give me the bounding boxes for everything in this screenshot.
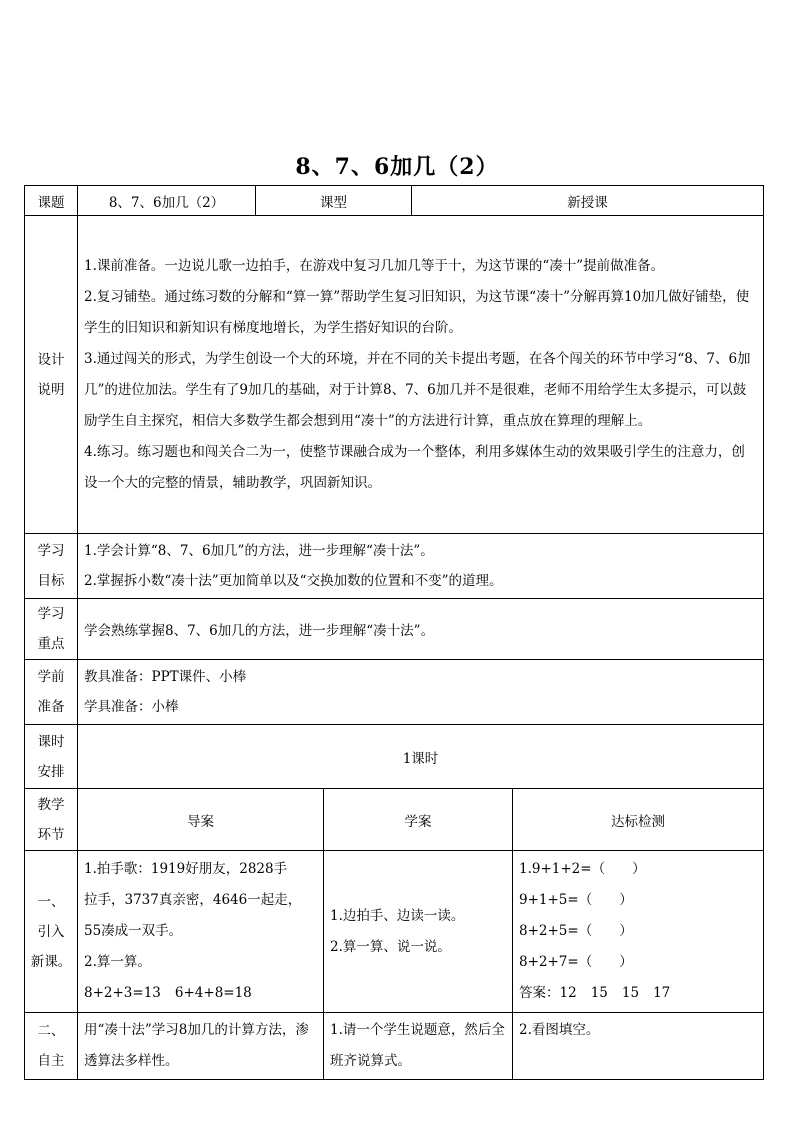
focus-content: 学会熟练掌握8、7、6加几的方法，进一步理解“凑十法”。 [78, 599, 764, 660]
focus-row [25, 599, 764, 660]
topic-value: 8、7、6加几（2） [78, 186, 256, 216]
check-header: 达标检测 [513, 789, 764, 851]
design-content [78, 216, 764, 534]
prep-item: 学具准备：小棒 [84, 699, 179, 715]
study-header: 学案 [324, 789, 513, 851]
schedule-row [25, 725, 764, 789]
answers-line: 答案：12 15 15 17 [519, 985, 671, 1001]
section2-study: 1.请一个学生说题意，然后全班齐说算式。 [324, 1013, 513, 1080]
goal-item: 2.掌握拆小数“凑十法”更加简单以及“交换加数的位置和不变”的道理。 [84, 573, 503, 589]
guide-header: 导案 [78, 789, 324, 851]
design-paragraph: 3.通过闯关的形式，为学生创设一个大的环境，并在不同的关卡提出考题，在各个闯关的环节中学习“8、7、6加几”的进位加法。学生有了9加几的基础，对于计算8、7、6加几并不是很难，老师不用给学生太多提示，可以鼓励学生自主探究，相信大多数学生都会想到用“凑十”的方法进行计算，重点放在算理的理解上。 [84, 350, 751, 429]
design-label: 设计 说明 [25, 216, 78, 534]
design-row [25, 216, 764, 534]
topic-row [25, 186, 764, 216]
prep-item: 教具准备：PPT课件、小棒 [84, 669, 247, 685]
columns-label: 教学 环节 [25, 789, 78, 851]
page-title: 8、7、6加几（2） [295, 154, 499, 180]
equation: 6+4+8=18 [174, 985, 252, 1001]
focus-label: 学习 重点 [25, 599, 78, 660]
section2-guide: 用“凑十法”学习8加几的计算方法，渗透算法多样性。 [78, 1013, 324, 1080]
goals-row [25, 534, 764, 599]
goals-label: 学习 目标 [25, 534, 78, 599]
section2-row [25, 1013, 764, 1080]
columns-row [25, 789, 764, 851]
schedule-value: 1课时 [78, 725, 764, 789]
section1-row [25, 851, 764, 1013]
prep-content [78, 660, 764, 725]
equation: 8+2+3=13 [84, 985, 161, 1001]
section1-study: 1.边拍手、边读一读。 2.算一算、说一说。 [324, 851, 513, 1013]
type-value: 新授课 [412, 186, 764, 216]
type-label: 课型 [256, 186, 412, 216]
section1-check: 1.9+1+2=（ ） 9+1+5=（ ） 8+2+5=（ ） 8+2+7=（ ） 答案：12 15 15 17 [513, 851, 764, 1013]
section2-check: 2.看图填空。 [513, 1013, 764, 1080]
goals-content [78, 534, 764, 599]
goal-item: 1.学会计算“8、7、6加几”的方法，进一步理解“凑十法”。 [84, 543, 434, 559]
schedule-label: 课时 安排 [25, 725, 78, 789]
lesson-plan-table [24, 185, 764, 1080]
design-paragraph: 2.复习铺垫。通过练习数的分解和“算一算”帮助学生复习旧知识，为这节课“凑十”分解再算10加几做好铺垫，使学生的旧知识和新知识有梯度地增长，为学生搭好知识的台阶。 [84, 288, 750, 336]
design-paragraph: 1.课前准备。一边说儿歌一边拍手，在游戏中复习几加几等于十，为这节课的“凑十”提前做准备。 [84, 257, 665, 274]
design-paragraph: 4.练习。练习题也和闯关合二为一，使整节课融合成为一个整体，利用多媒体生动的效果吸引学生的注意力，创设一个大的完整的情景，辅助教学，巩固新知识。 [84, 443, 745, 491]
prep-label: 学前 准备 [25, 660, 78, 725]
section1-guide: 1.拍手歌：1919好朋友，2828手 拉手，3737真亲密，4646一起走， 55凑成一双手。 2.算一算。 8+2+3=13 6+4+8=18 [78, 851, 324, 1013]
topic-label: 课题 [25, 186, 78, 216]
section2-label: 二、 自主 [25, 1013, 78, 1080]
section1-label: 一、 引入 新课。 [25, 851, 78, 1013]
prep-row [25, 660, 764, 725]
